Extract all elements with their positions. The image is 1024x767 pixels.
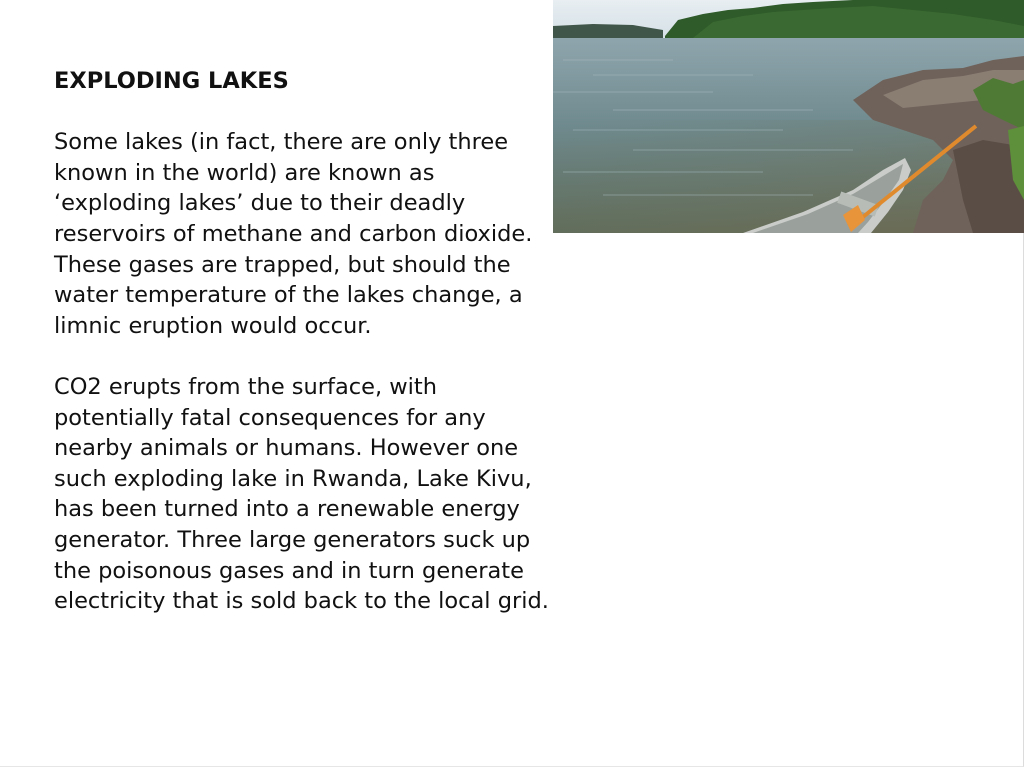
paragraph-2: CO2 erupts from the surface, with potentially fatal consequences for any nearby animals or humans. However one such exploding lake in Rwanda, Lake Kivu, has been turned into a renewable energy generator. Three large generators suck up the poisonous gases and in turn generate electricity that is sold back to the local grid. bbox=[54, 373, 549, 615]
text-block bbox=[54, 66, 554, 617]
lake-canoe-illustration bbox=[553, 0, 1024, 233]
lake-canoe-photo bbox=[553, 0, 1024, 233]
slide-title: EXPLODING LAKES bbox=[54, 68, 289, 94]
paragraph-1: Some lakes (in fact, there are only three known in the world) are known as ‘exploding lakes’ due to their deadly reservoirs of methane and carbon dioxide. These gases are trapped, but should the water temperature of the lakes change, a limnic eruption would occur. bbox=[54, 129, 533, 339]
